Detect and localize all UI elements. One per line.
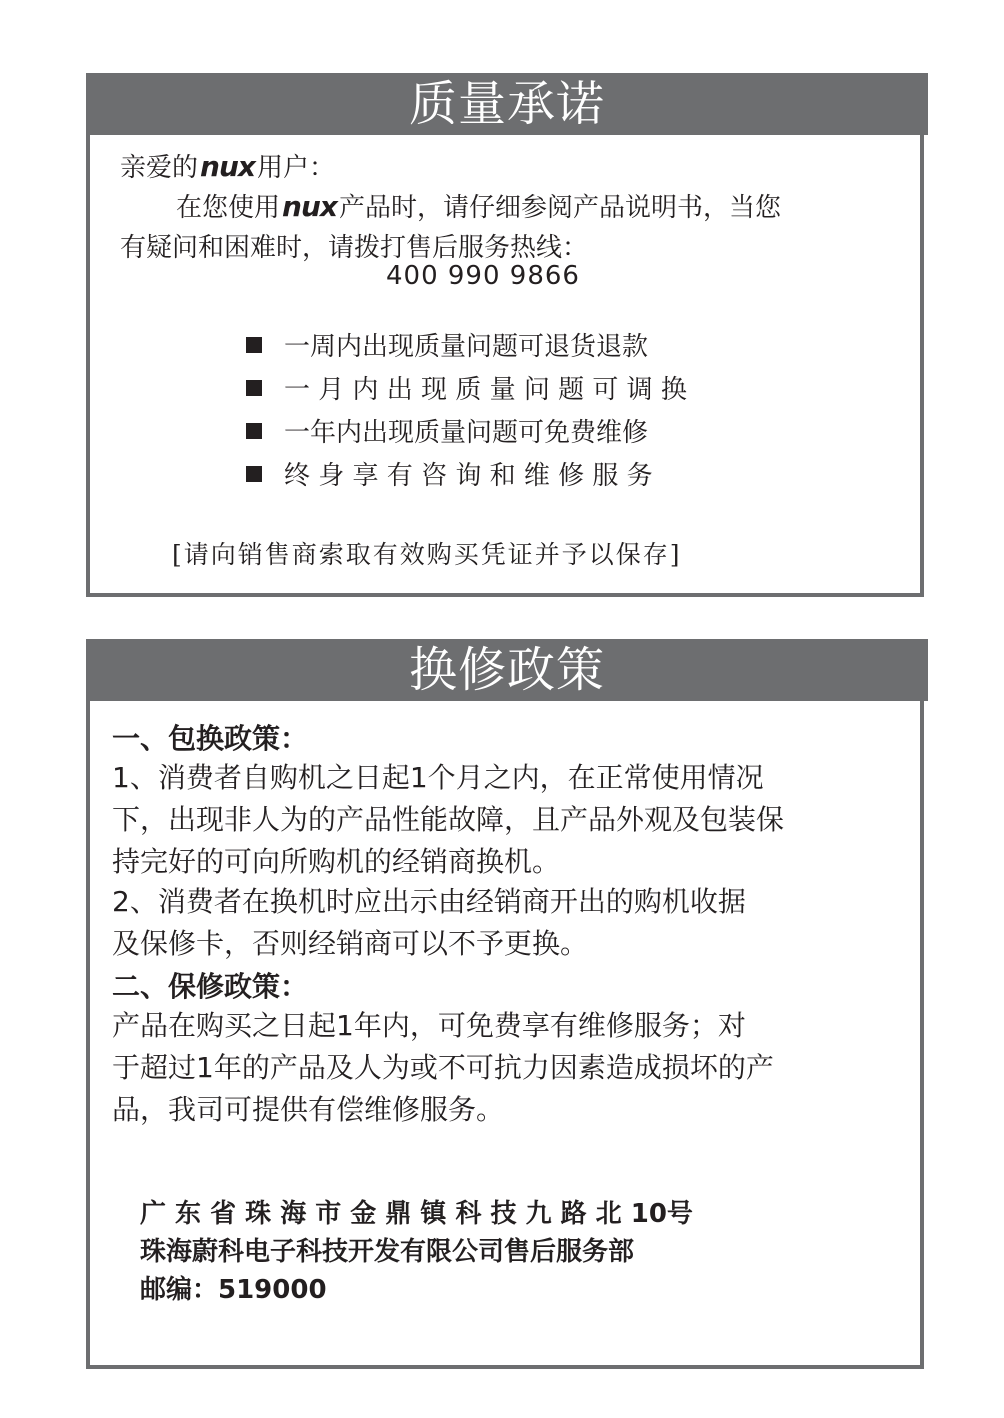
- paragraph-line: 品，我司可提供有偿维修服务。: [112, 1093, 505, 1126]
- paragraph-line: 下，出现非人为的产品性能故障，且产品外观及包装保: [112, 803, 785, 836]
- bullet-text: 一 月 内 出 现 质 量 问 题 可 调 换: [284, 375, 687, 405]
- receipt-note: [请向销售商索取有效购买凭证并予以保存]: [172, 540, 682, 569]
- square-bullet-icon: [246, 380, 262, 396]
- exchange-policy-paragraph-1: [112, 757, 912, 883]
- bullet-text: 一周内出现质量问题可退货退款: [284, 332, 649, 362]
- quality-commitment-title: 质量承诺: [86, 73, 928, 135]
- paragraph-line: 及保修卡，否则经销商可以不予更换。: [112, 927, 589, 960]
- quality-commitment-card: [86, 73, 924, 597]
- hotline-number: 400 990 9866: [386, 261, 580, 291]
- repair-policy-card: [86, 639, 924, 1369]
- intro-line-1-suffix: 产品时，请仔细参阅产品说明书，当您: [338, 193, 781, 223]
- greeting-prefix: 亲爱的: [120, 153, 199, 183]
- bullet-item: [246, 412, 648, 449]
- intro-line-1-prefix: 在您使用: [176, 193, 281, 223]
- square-bullet-icon: [246, 337, 262, 353]
- exchange-policy-heading: 一、包换政策：: [112, 722, 309, 755]
- service-address: [140, 1195, 693, 1309]
- address-line: 广 东 省 珠 海 市 金 鼎 镇 科 技 九 路 北 10号: [140, 1199, 693, 1229]
- bullet-item: [246, 326, 648, 363]
- intro-line-1: [176, 187, 781, 224]
- bullet-item: [246, 369, 687, 406]
- repair-policy-title: 换修政策: [86, 639, 928, 701]
- paragraph-line: 持完好的可向所购机的经销商换机。: [112, 845, 561, 878]
- square-bullet-icon: [246, 423, 262, 439]
- paragraph-line: 产品在购买之日起1年内，可免费享有维修服务；对: [112, 1009, 746, 1042]
- greeting-suffix: 用户：: [256, 153, 335, 183]
- paragraph-line: 2、消费者在换机时应出示由经销商开出的购机收据: [112, 885, 746, 918]
- paragraph-line: 于超过1年的产品及人为或不可抗力因素造成损坏的产: [112, 1051, 774, 1084]
- intro-line-2: 有疑问和困难时，请拨打售后服务热线：: [120, 233, 589, 263]
- nux-logo: nux: [200, 150, 255, 183]
- bullet-text: 一年内出现质量问题可免费维修: [284, 418, 649, 448]
- paragraph-line: 1、消费者自购机之日起1个月之内，在正常使用情况: [112, 761, 764, 794]
- bullet-text: 终 身 享 有 咨 询 和 维 修 服 务: [284, 461, 653, 491]
- bullet-item: [246, 455, 653, 492]
- company-name: 珠海蔚科电子科技开发有限公司售后服务部: [140, 1237, 635, 1267]
- warranty-policy-paragraph: [112, 1005, 912, 1131]
- postal-code: 邮编：519000: [140, 1275, 327, 1305]
- warranty-policy-heading: 二、保修政策：: [112, 970, 309, 1003]
- exchange-policy-paragraph-2: [112, 881, 912, 965]
- greeting-line: [120, 147, 335, 184]
- square-bullet-icon: [246, 466, 262, 482]
- nux-logo: nux: [282, 190, 337, 223]
